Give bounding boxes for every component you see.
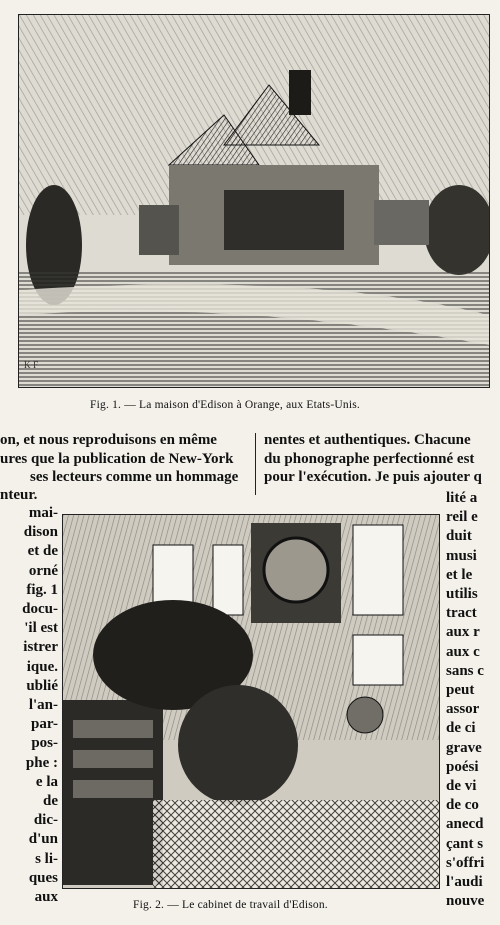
right-fragment-2: duit bbox=[446, 528, 472, 545]
left-fragment-17: d'un bbox=[28, 831, 58, 848]
right-fragment-17: anecd bbox=[446, 816, 484, 833]
right-fragment-6: tract bbox=[446, 605, 477, 622]
left-fragment-18: s li- bbox=[35, 850, 58, 867]
right-fragment-13: grave bbox=[446, 739, 482, 756]
right-line-2: du phonographe perfectionné est bbox=[264, 451, 475, 467]
right-fragment-18: çant s bbox=[446, 835, 484, 852]
right-fragment-9: sans c bbox=[446, 662, 484, 679]
left-fragment-5: docu- bbox=[22, 601, 58, 617]
right-fragment-14: poési bbox=[446, 758, 479, 775]
right-fragment-11: assor bbox=[446, 701, 480, 718]
right-fragment-1: reil e bbox=[446, 509, 478, 526]
figure-2-caption: Fig. 2. — Le cabinet de travail d'Edison. bbox=[133, 899, 328, 911]
left-line-2: ures que la publication de New-York bbox=[0, 451, 234, 467]
right-fragment-21: nouve bbox=[446, 893, 485, 910]
left-fragment-20: aux bbox=[34, 889, 58, 905]
figure-2-engraving bbox=[62, 514, 440, 889]
right-fragment-5: utilis bbox=[446, 586, 478, 602]
left-fragment-6: 'il est bbox=[24, 620, 58, 637]
column-rule bbox=[255, 433, 256, 495]
left-fragment-8: ique. bbox=[26, 658, 58, 675]
right-line-3: pour l'exécution. Je puis ajouter q bbox=[264, 469, 482, 485]
right-fragment-15: de vi bbox=[446, 778, 477, 794]
left-line-3: ses lecteurs comme un hommage bbox=[30, 469, 239, 485]
right-line-1: nentes et authentiques. Chacune bbox=[264, 432, 471, 448]
left-fragment-0: mai- bbox=[28, 505, 58, 521]
left-fragment-14: e la bbox=[35, 773, 58, 790]
figure-1-caption: Fig. 1. — La maison d'Edison à Orange, aux Etats-Unis. bbox=[90, 399, 360, 411]
left-fragment-15: de bbox=[43, 793, 58, 809]
figure-1-signature: K F bbox=[24, 360, 39, 370]
left-fragment-10: l'an- bbox=[28, 697, 58, 713]
left-fragment-1: dison bbox=[23, 524, 58, 541]
left-fragment-4: fig. 1 bbox=[26, 581, 58, 598]
figure-1-engraving bbox=[18, 14, 490, 388]
right-fragment-7: aux r bbox=[446, 624, 480, 641]
right-fragment-4: et le bbox=[446, 566, 473, 583]
left-line-1: on, et nous reproduisons en même bbox=[0, 432, 217, 448]
left-fragment-11: par- bbox=[31, 716, 58, 733]
right-fragment-8: aux c bbox=[446, 643, 480, 660]
right-fragment-12: de ci bbox=[446, 720, 476, 737]
left-fragment-9: ublié bbox=[26, 677, 58, 694]
right-fragment-16: de co bbox=[446, 797, 479, 814]
right-fragment-3: musi bbox=[446, 547, 477, 564]
left-fragment-19: ques bbox=[28, 869, 58, 886]
right-fragment-19: s'offri bbox=[446, 854, 485, 871]
left-fragment-7: istrer bbox=[23, 639, 58, 656]
left-line-4: nteur. bbox=[0, 487, 38, 503]
left-fragment-16: dic- bbox=[33, 812, 58, 829]
left-fragment-13: phe : bbox=[25, 754, 58, 771]
right-fragment-20: l'audi bbox=[446, 874, 483, 890]
right-fragment-0: lité a bbox=[446, 490, 478, 506]
left-fragment-12: pos- bbox=[31, 735, 58, 752]
right-fragment-10: peut bbox=[446, 682, 475, 698]
left-fragment-3: orné bbox=[28, 562, 58, 579]
left-fragment-2: et de bbox=[27, 543, 58, 560]
